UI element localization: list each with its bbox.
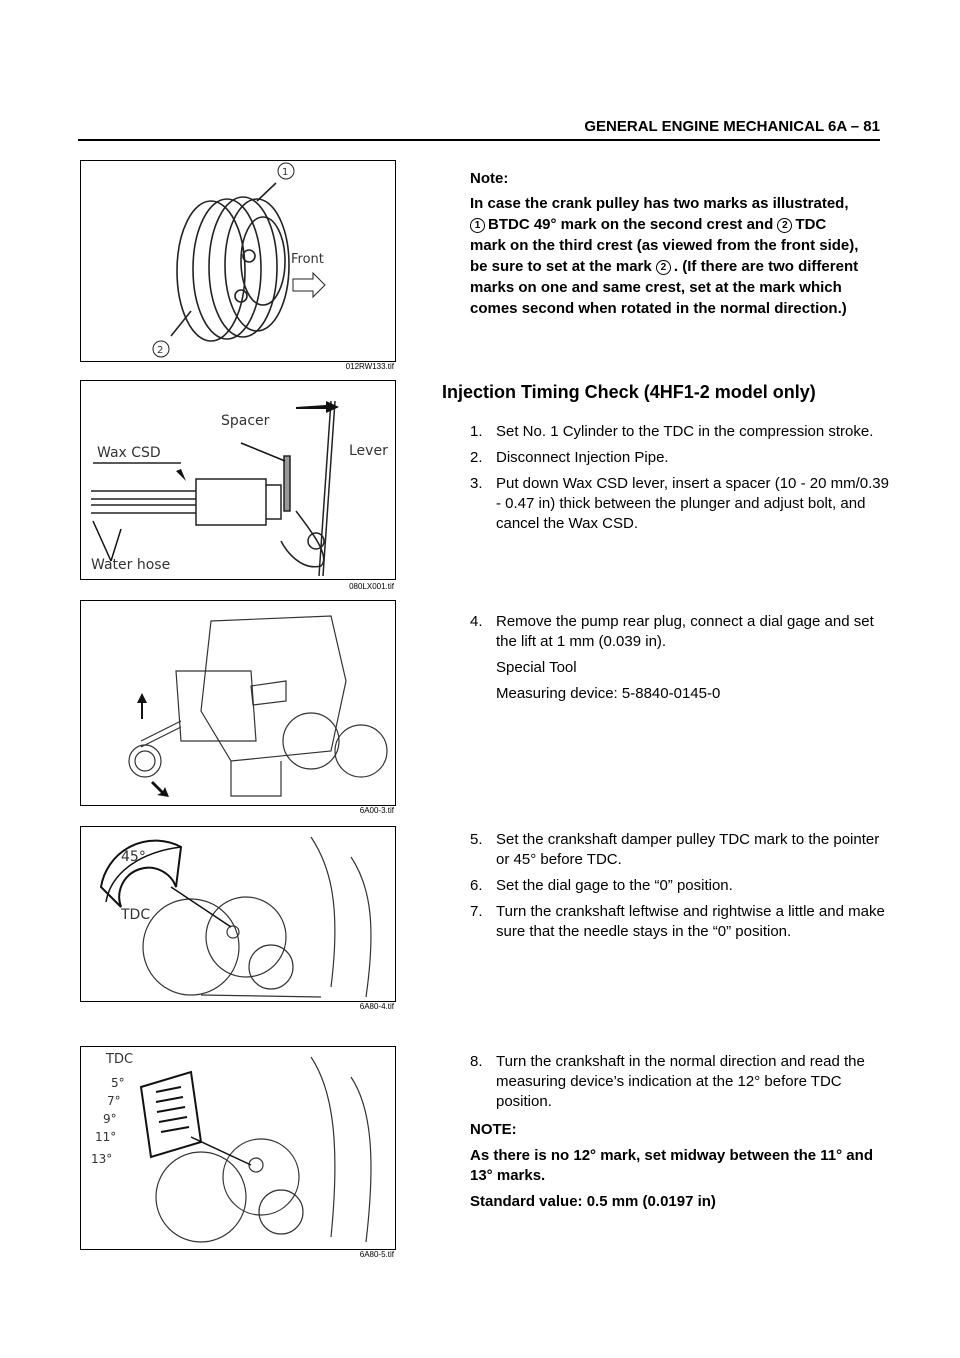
steps-1-3 xyxy=(470,422,890,540)
step-text: Turn the crankshaft leftwise and rightwise a little and make sure that the needle stays in the “0” position. xyxy=(496,903,885,940)
marker-2: 2 xyxy=(777,218,792,233)
timing-marks-figure xyxy=(80,1046,396,1250)
step-8 xyxy=(470,1052,890,1112)
crank-pulley-figure xyxy=(80,160,396,362)
wax-csd-figure xyxy=(80,380,396,580)
step-number: 7. xyxy=(470,903,483,920)
step-number: 2. xyxy=(470,449,483,466)
step-number: 1. xyxy=(470,423,483,440)
figure1-label-front: Front xyxy=(291,252,324,267)
figure3-caption: 6A00-3.tif xyxy=(359,806,394,815)
figure1-caption: 012RW133.tif xyxy=(345,362,394,371)
step-number: 4. xyxy=(470,613,483,630)
figure4-caption: 6A80-4.tif xyxy=(359,1002,394,1011)
marker-1: 1 xyxy=(470,218,485,233)
figure5-label-tdc: TDC xyxy=(106,1052,134,1067)
note-line-4b: . (If there are two different xyxy=(673,258,859,275)
section-title: Injection Timing Check (4HF1-2 model only) xyxy=(442,382,816,402)
step-number: 8. xyxy=(470,1053,483,1070)
figure5-label-5: 5° xyxy=(111,1076,125,1090)
figure5-label-7: 7° xyxy=(107,1094,121,1108)
figure1-label-2: 2 xyxy=(157,345,164,356)
step-text: Set the dial gage to the “0” position. xyxy=(496,877,733,894)
marker-3: 2 xyxy=(656,260,671,275)
step-text: Set No. 1 Cylinder to the TDC in the compression stroke. xyxy=(496,423,874,440)
figure2-label-wax-csd: Wax CSD xyxy=(97,445,161,461)
step-7 xyxy=(470,902,890,942)
step-6 xyxy=(470,876,890,896)
step-4-block xyxy=(470,612,890,704)
figure2-label-spacer: Spacer xyxy=(221,413,270,429)
step-number: 5. xyxy=(470,831,483,848)
special-tool-label: Special Tool xyxy=(496,659,577,676)
step-text: Put down Wax CSD lever, insert a spacer (10 - 20 mm/0.39 - 0.47 in) thick between the plunger and adjust bolt, and cancel the Wax CSD. xyxy=(496,475,889,532)
figure5-label-11: 11° xyxy=(95,1130,117,1144)
standard-value: Standard value: 0.5 mm (0.0197 in) xyxy=(470,1193,716,1210)
figure1-label-1: 1 xyxy=(282,167,289,178)
note-line-4a: be sure to set at the mark xyxy=(470,258,652,275)
special-tool-device: Measuring device: 5-8840-0145-0 xyxy=(496,685,721,702)
note-line-3: mark on the third crest (as viewed from the front side), xyxy=(470,237,859,254)
step-text: Set the crankshaft damper pulley TDC mark to the pointer or 45° before TDC. xyxy=(496,831,880,868)
pump-dial-gage-figure xyxy=(80,600,396,806)
note-line-1: In case the crank pulley has two marks as illustrated, xyxy=(470,195,849,212)
step-number: 6. xyxy=(470,877,483,894)
steps-5-7 xyxy=(470,830,890,948)
step-text: Disconnect Injection Pipe. xyxy=(496,449,669,466)
figure5-label-9: 9° xyxy=(103,1112,117,1126)
step-2 xyxy=(470,448,890,468)
note-crank-pulley xyxy=(470,168,890,319)
step-number: 3. xyxy=(470,475,483,492)
step-5 xyxy=(470,830,890,870)
step-text: Turn the crankshaft in the normal direction and read the measuring device’s indication at the 12° before TDC position. xyxy=(496,1053,865,1110)
figure2-label-lever: Lever xyxy=(349,443,388,459)
step-3 xyxy=(470,474,890,534)
figure5-label-13: 13° xyxy=(91,1152,113,1166)
note-line-4 xyxy=(470,256,890,277)
step-4 xyxy=(470,612,890,652)
page-header: GENERAL ENGINE MECHANICAL 6A – 81 xyxy=(78,118,880,141)
note-title: Note: xyxy=(470,170,509,187)
note2-text: As there is no 12° mark, set midway between the 11° and 13° marks. xyxy=(470,1147,873,1184)
note-line-5: marks on one and same crest, set at the mark which xyxy=(470,279,842,296)
figure2-caption: 080LX001.tif xyxy=(349,582,394,591)
figure2-label-water-hose: Water hose xyxy=(91,557,171,573)
step-8-block xyxy=(470,1052,890,1218)
figure4-label-tdc: TDC xyxy=(121,907,151,923)
damper-pulley-figure xyxy=(80,826,396,1002)
step-1 xyxy=(470,422,890,442)
note-line-2a: BTDC 49° mark on the second crest and xyxy=(488,216,774,233)
figure5-caption: 6A80-5.tif xyxy=(359,1250,394,1259)
note-line-2 xyxy=(470,214,890,235)
step-text: Remove the pump rear plug, connect a dial gage and set the lift at 1 mm (0.039 in). xyxy=(496,613,874,650)
note-line-6: comes second when rotated in the normal direction.) xyxy=(470,300,847,317)
figure4-label-45: 45° xyxy=(121,849,146,865)
note2-title: NOTE: xyxy=(470,1121,517,1138)
note-line-2b: TDC xyxy=(795,216,827,233)
